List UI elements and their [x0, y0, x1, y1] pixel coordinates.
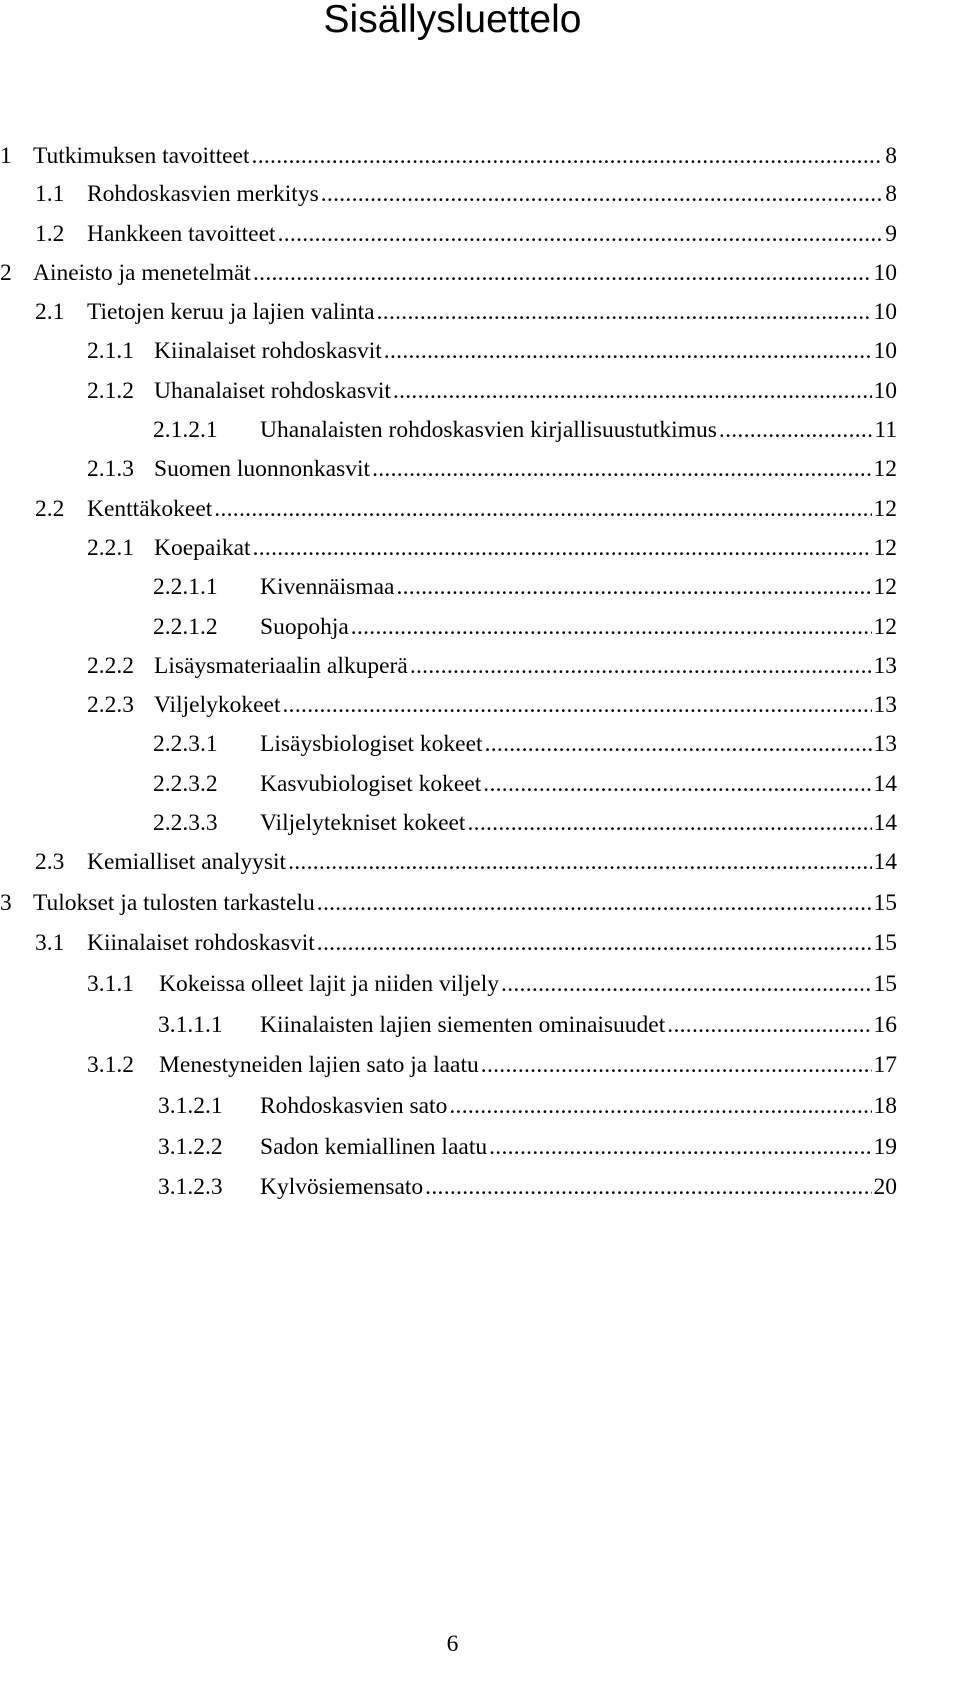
- toc-entry[interactable]: [0, 136, 897, 176]
- toc-dot-leader: [377, 292, 872, 332]
- toc-entry[interactable]: [35, 214, 897, 254]
- toc-dot-leader: [425, 1167, 871, 1207]
- toc-entry-title: Kivennäismaa: [260, 574, 395, 600]
- toc-entry-page: 10: [873, 299, 897, 325]
- toc-dot-leader: [317, 883, 872, 923]
- toc-entry-page: 17: [873, 1052, 897, 1078]
- toc-entry-number: 3.1.2.1: [158, 1093, 223, 1119]
- toc-entry-page: 12: [873, 535, 897, 561]
- toc-entry[interactable]: [0, 883, 897, 923]
- toc-dot-leader: [253, 528, 872, 568]
- toc-entry-page: 19: [873, 1134, 897, 1160]
- toc-dot-leader: [253, 253, 872, 293]
- toc-entry-page: 13: [873, 731, 897, 757]
- toc-dot-leader: [449, 1086, 871, 1126]
- toc-entry[interactable]: [35, 842, 897, 882]
- toc-entry[interactable]: [153, 410, 897, 450]
- toc-entry-page: 15: [873, 930, 897, 956]
- toc-entry-title: Viljelytekniset kokeet: [260, 810, 466, 836]
- toc-entry-number: 2.1.1: [87, 338, 134, 364]
- toc-entry-number: 1.2: [35, 221, 65, 247]
- toc-entry-page: 18: [873, 1093, 897, 1119]
- toc-entry-page: 10: [873, 260, 897, 286]
- toc-entry-title: Rohdoskasvien sato: [260, 1093, 448, 1119]
- toc-dot-leader: [483, 764, 871, 804]
- toc-entry-title: Lisäysmateriaalin alkuperä: [154, 653, 408, 679]
- toc-dot-leader: [485, 724, 872, 764]
- toc-entry[interactable]: [153, 724, 897, 764]
- toc-entry[interactable]: [0, 253, 897, 293]
- toc-entry-title: Rohdoskasvien merkitys: [87, 181, 319, 207]
- toc-entry-number: 2.2.1.2: [153, 614, 218, 640]
- toc-dot-leader: [317, 923, 872, 963]
- toc-dot-leader: [288, 842, 871, 882]
- toc-entry-title: Uhanalaisten rohdoskasvien kirjallisuustutkimus: [260, 417, 717, 443]
- toc-dot-leader: [489, 1127, 871, 1167]
- toc-entry[interactable]: [87, 371, 897, 411]
- toc-entry-page: 12: [873, 574, 897, 600]
- toc-entry[interactable]: [87, 331, 897, 371]
- toc-entry-page: 12: [873, 496, 897, 522]
- toc-entry-title: Tutkimuksen tavoitteet: [33, 143, 250, 169]
- toc-entry-number: 2.1.2: [87, 378, 134, 404]
- toc-entry-title: Uhanalaiset rohdoskasvit: [154, 378, 391, 404]
- toc-entry-title: Kokeissa olleet lajit ja niiden viljely: [159, 971, 500, 997]
- toc-entry-number: 2.2.3: [87, 692, 134, 718]
- toc-entry[interactable]: [35, 923, 897, 963]
- toc-entry-title: Tulokset ja tulosten tarkastelu: [33, 890, 315, 916]
- toc-entry[interactable]: [87, 449, 897, 489]
- toc-entry-title: Kasvubiologiset kokeet: [260, 771, 482, 797]
- toc-entry-title: Koepaikat: [154, 535, 251, 561]
- toc-entry-title: Kylvösiemensato: [260, 1174, 424, 1200]
- toc-entry-number: 2.2.1: [87, 535, 134, 561]
- toc-entry-title: Lisäysbiologiset kokeet: [260, 731, 483, 757]
- toc-entry[interactable]: [158, 1005, 897, 1045]
- toc-entry-number: 3.1.1.1: [158, 1012, 223, 1038]
- toc-entry-page: 11: [874, 417, 897, 443]
- toc-dot-leader: [719, 410, 872, 450]
- toc-entry-title: Viljelykokeet: [154, 692, 281, 718]
- toc-entry-number: 2.2.3.1: [153, 731, 218, 757]
- toc-entry[interactable]: [87, 646, 897, 686]
- toc-dot-leader: [384, 331, 872, 371]
- toc-entry-number: 3.1.2.2: [158, 1134, 223, 1160]
- toc-dot-leader: [393, 371, 872, 411]
- toc-dot-leader: [501, 964, 871, 1004]
- toc-entry-page: 13: [873, 653, 897, 679]
- toc-entry-page: 14: [873, 849, 897, 875]
- toc-entry-page: 12: [873, 456, 897, 482]
- toc-entry-title: Kiinalaiset rohdoskasvit: [154, 338, 382, 364]
- toc-dot-leader: [283, 685, 872, 725]
- toc-entry-number: 3.1.2.3: [158, 1174, 223, 1200]
- toc-dot-leader: [214, 489, 871, 529]
- toc-entry[interactable]: [35, 292, 897, 332]
- toc-entry-page: 12: [873, 614, 897, 640]
- toc-entry[interactable]: [87, 1045, 897, 1085]
- toc-entry[interactable]: [87, 528, 897, 568]
- toc-entry-page: 15: [873, 971, 897, 997]
- page-number: 6: [446, 1631, 459, 1657]
- toc-entry-title: Kemialliset analyysit: [87, 849, 287, 875]
- toc-dot-leader: [467, 803, 871, 843]
- toc-dot-leader: [372, 449, 871, 489]
- toc-entry-title: Menestyneiden lajien sato ja laatu: [159, 1052, 479, 1078]
- toc-entry-page: 14: [873, 771, 897, 797]
- toc-entry[interactable]: [35, 489, 897, 529]
- toc-entry-title: Aineisto ja menetelmät: [33, 260, 251, 286]
- toc-entry-title: Tietojen keruu ja lajien valinta: [87, 299, 375, 325]
- toc-entry-number: 2.2.2: [87, 653, 134, 679]
- toc-entry-title: Suopohja: [260, 614, 349, 640]
- toc-entry[interactable]: [87, 685, 897, 725]
- toc-dot-leader: [410, 646, 872, 686]
- toc-entry-number: 2.1: [35, 299, 65, 325]
- toc-entry-title: Suomen luonnonkasvit: [154, 456, 371, 482]
- toc-entry-page: 8: [885, 143, 897, 169]
- toc-entry[interactable]: [153, 607, 897, 647]
- toc-entry-page: 8: [885, 181, 897, 207]
- toc-entry[interactable]: [153, 803, 897, 843]
- toc-entry[interactable]: [158, 1086, 897, 1126]
- toc-entry-number: 2.2.3.2: [153, 771, 218, 797]
- toc-entry-number: 3.1.1: [87, 971, 134, 997]
- toc-entry-number: 2.1.3: [87, 456, 134, 482]
- toc-entry[interactable]: [153, 764, 897, 804]
- toc-entry-page: 20: [873, 1174, 897, 1200]
- toc-entry-page: 9: [885, 221, 897, 247]
- toc-entry-number: 2: [0, 260, 12, 286]
- toc-entry-page: 16: [873, 1012, 897, 1038]
- toc-entry-page: 10: [873, 338, 897, 364]
- toc-entry-page: 15: [873, 890, 897, 916]
- toc-entry-number: 3: [0, 890, 12, 916]
- toc-dot-leader: [252, 136, 884, 176]
- toc-entry-title: Sadon kemiallinen laatu: [260, 1134, 488, 1160]
- toc-entry-number: 2.1.2.1: [153, 417, 218, 443]
- toc-entry-number: 2.2.3.3: [153, 810, 218, 836]
- toc-entry[interactable]: [153, 567, 897, 607]
- toc-dot-leader: [278, 214, 884, 254]
- toc-dot-leader: [351, 607, 872, 647]
- toc-entry-number: 3.1.2: [87, 1052, 134, 1078]
- toc-dot-leader: [321, 174, 884, 214]
- toc-entry-title: Kiinalaisten lajien siementen ominaisuudet: [260, 1012, 666, 1038]
- toc-entry-page: 10: [873, 378, 897, 404]
- toc-entry[interactable]: [87, 964, 897, 1004]
- toc-entry-number: 1.1: [35, 181, 65, 207]
- toc-entry-title: Kenttäkokeet: [87, 496, 213, 522]
- toc-entry-title: Hankkeen tavoitteet: [87, 221, 276, 247]
- toc-entry[interactable]: [158, 1127, 897, 1167]
- toc-entry-page: 13: [873, 692, 897, 718]
- toc-entry-number: 2.2: [35, 496, 65, 522]
- toc-dot-leader: [481, 1045, 872, 1085]
- toc-entry-number: 3.1: [35, 930, 65, 956]
- toc-entry[interactable]: [35, 174, 897, 214]
- toc-entry-number: 1: [0, 143, 12, 169]
- toc-entry-title: Kiinalaiset rohdoskasvit: [87, 930, 315, 956]
- toc-entry-number: 2.3: [35, 849, 65, 875]
- page-title: Sisällysluettelo: [323, 0, 582, 41]
- toc-dot-leader: [396, 567, 871, 607]
- toc-entry-page: 14: [873, 810, 897, 836]
- toc-entry-number: 2.2.1.1: [153, 574, 218, 600]
- toc-dot-leader: [667, 1005, 871, 1045]
- toc-entry[interactable]: [158, 1167, 897, 1207]
